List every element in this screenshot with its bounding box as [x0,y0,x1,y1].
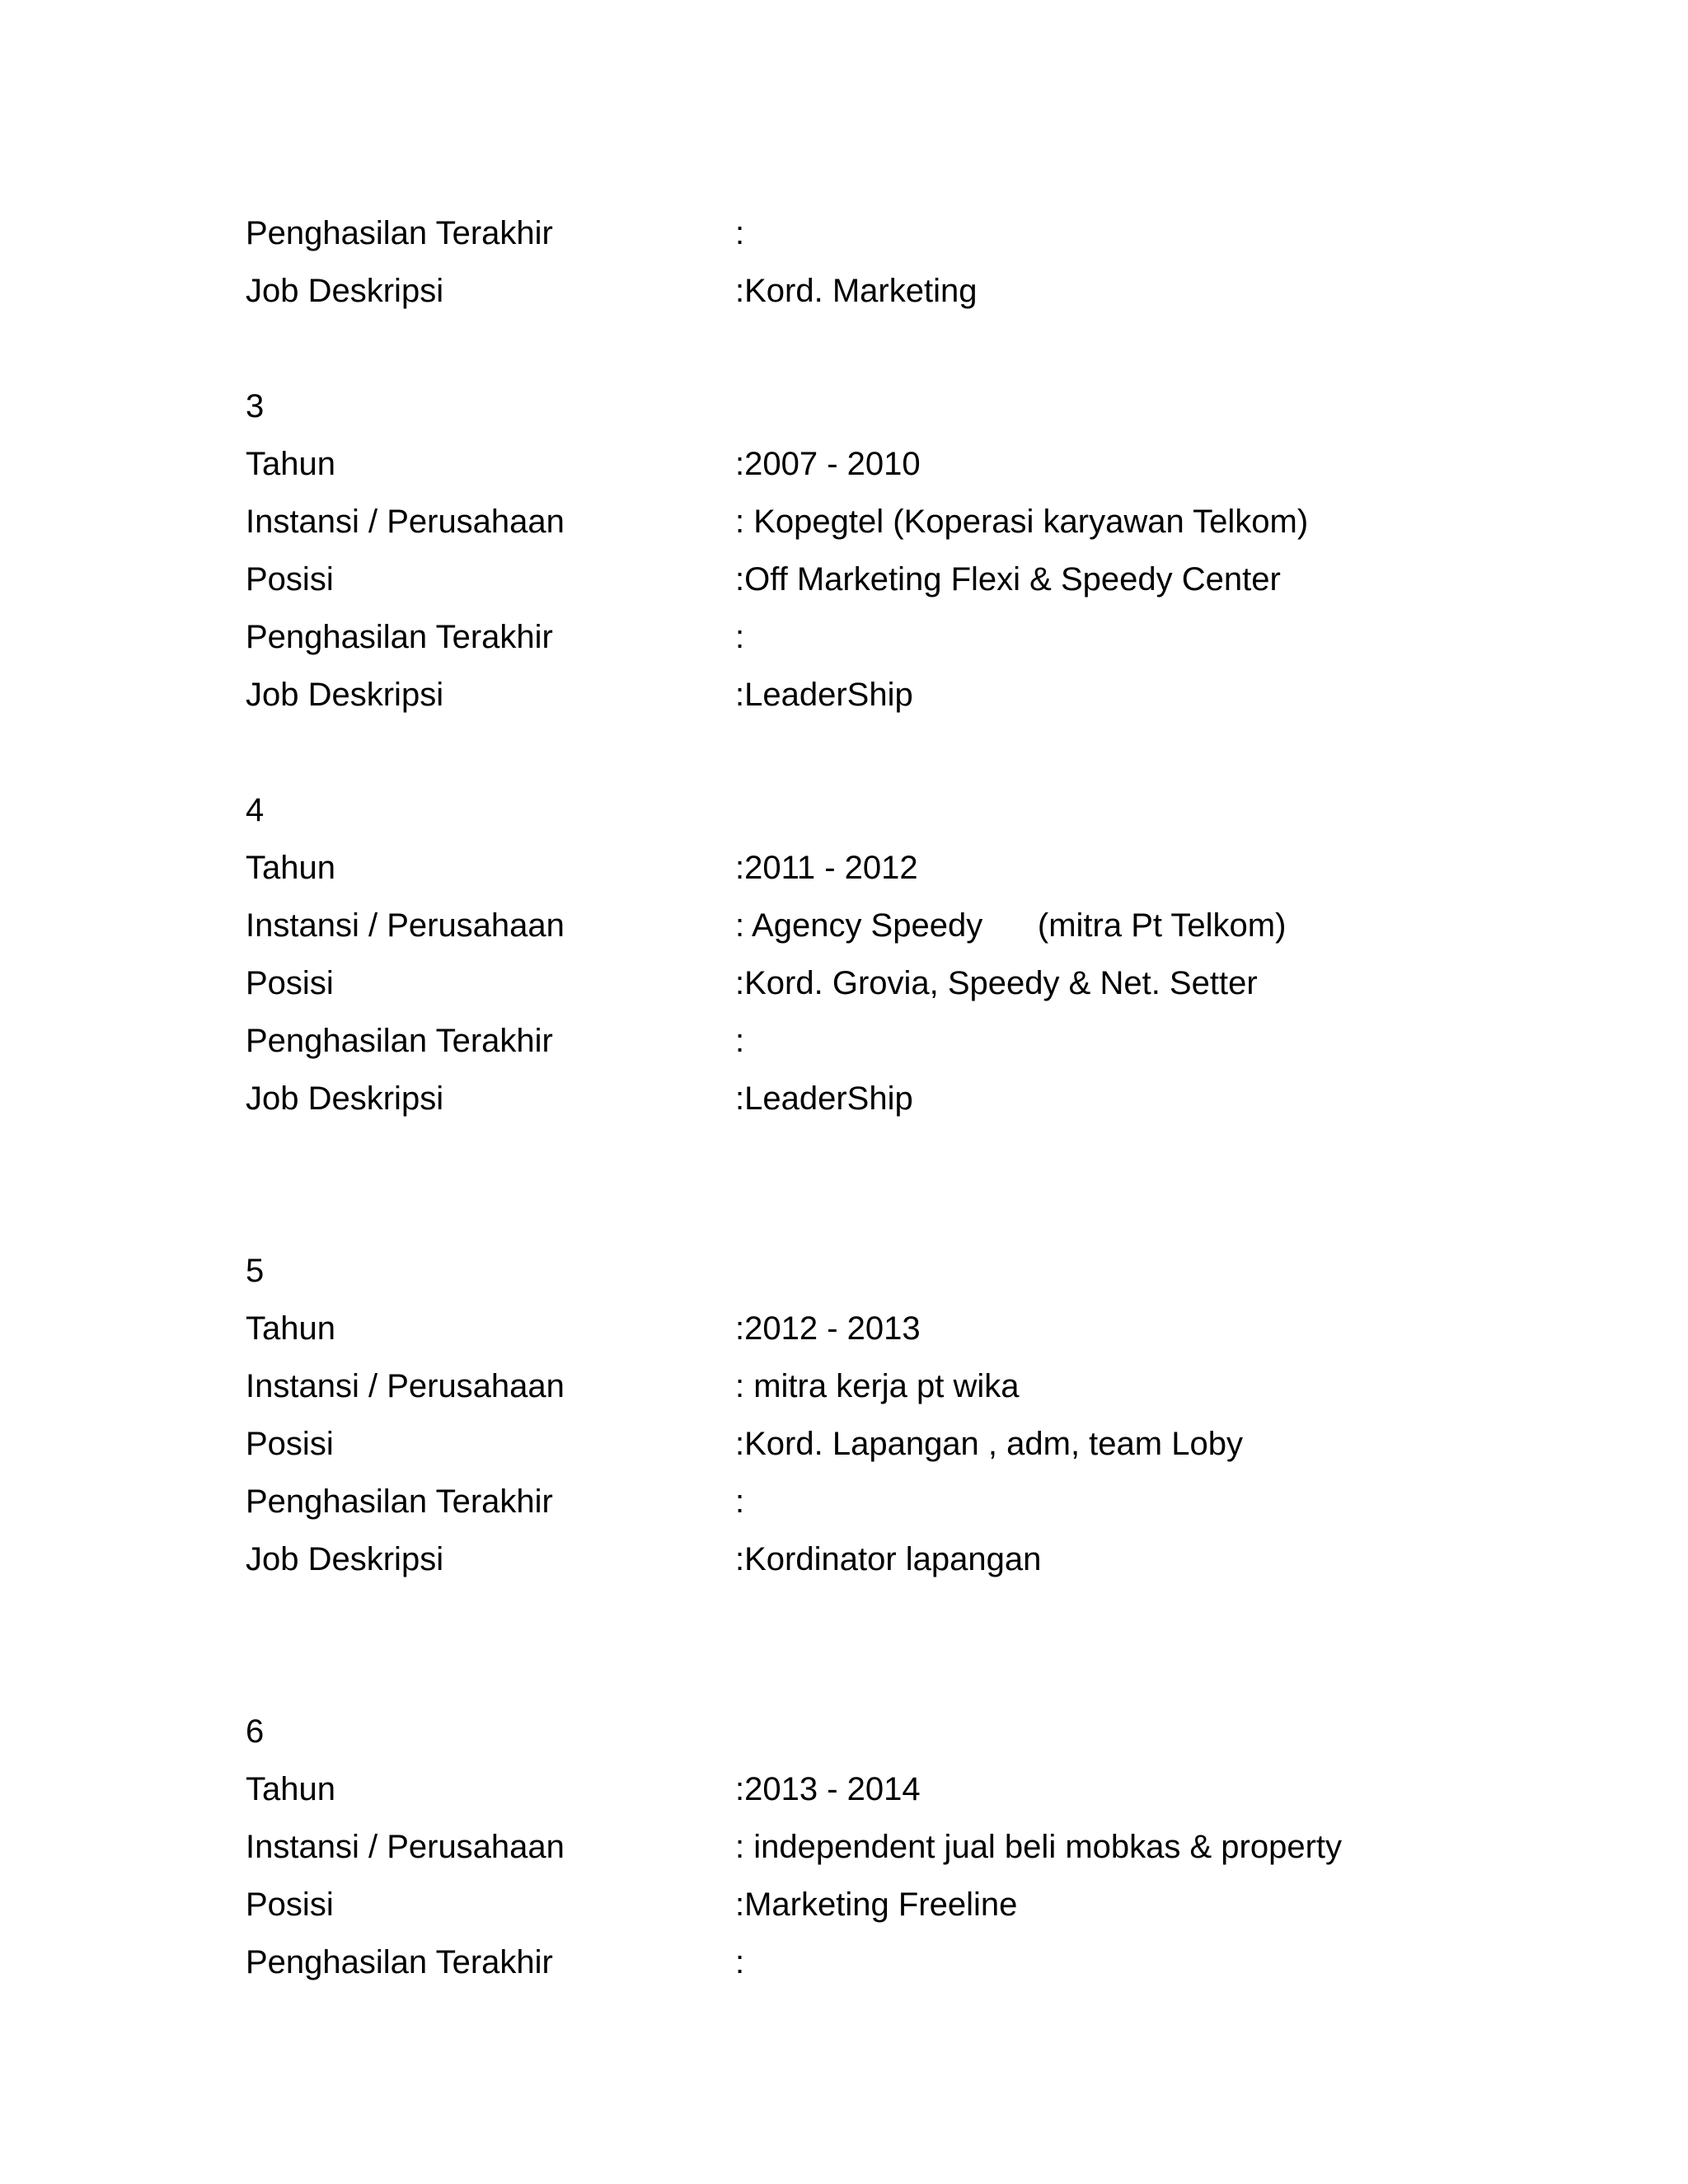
field-value: :2013 - 2014 [735,1771,921,1807]
field-row [246,1818,1482,1876]
field-row [246,1415,1482,1473]
field-value: : [735,1023,745,1059]
field-row [246,435,1482,493]
field-row [246,954,1482,1012]
entry-number: 5 [246,1253,265,1289]
field-label: Job Deskripsi [246,1080,444,1117]
field-row [246,666,1482,724]
field-row [246,839,1482,897]
field-row [246,1012,1482,1070]
field-label: Penghasilan Terakhir [246,1944,553,1980]
field-value: :Off Marketing Flexi & Speedy Center [735,561,1281,598]
field-value: : [735,1483,745,1520]
field-label: Job Deskripsi [246,273,444,309]
field-row [246,1933,1482,1991]
field-value: : mitra kerja pt wika [735,1368,1020,1404]
field-value: : independent jual beli mobkas & property [735,1829,1343,1865]
field-row [246,1357,1482,1415]
field-label: Instansi / Perusahaan [246,1368,565,1404]
field-value: :2012 - 2013 [735,1310,921,1347]
field-row [246,551,1482,608]
field-label: Posisi [246,561,334,598]
field-label: Penghasilan Terakhir [246,619,553,655]
field-value: :Kordinator lapangan [735,1541,1042,1577]
field-value: :LeaderShip [735,1080,913,1117]
field-label: Tahun [246,1310,335,1347]
field-value: :LeaderShip [735,677,913,713]
field-label: Job Deskripsi [246,677,444,713]
field-value: : [735,1944,745,1980]
field-value: :Kord. Grovia, Speedy & Net. Setter [735,965,1258,1001]
field-row [246,897,1482,954]
field-value: :Kord. Marketing [735,273,978,309]
field-label: Penghasilan Terakhir [246,215,553,251]
field-label: Instansi / Perusahaan [246,907,565,944]
field-label: Penghasilan Terakhir [246,1483,553,1520]
field-label: Posisi [246,1886,334,1923]
field-value: :Kord. Lapangan , adm, team Loby [735,1426,1243,1462]
field-label: Instansi / Perusahaan [246,1829,565,1865]
field-label: Tahun [246,1771,335,1807]
field-row [246,262,1482,320]
field-label: Tahun [246,446,335,482]
field-label: Posisi [246,965,334,1001]
field-label: Job Deskripsi [246,1541,444,1577]
field-row [246,493,1482,551]
entry-number: 6 [246,1713,265,1750]
field-value: :2011 - 2012 [735,850,918,886]
field-value: :2007 - 2010 [735,446,921,482]
field-row [246,204,1482,262]
field-value: : [735,619,745,655]
entry-number: 4 [246,792,265,828]
field-label: Penghasilan Terakhir [246,1023,553,1059]
field-row [246,1473,1482,1530]
field-row [246,1300,1482,1357]
field-row [246,1530,1482,1588]
field-row [246,1070,1482,1127]
field-row [246,1760,1482,1818]
field-value: : Agency Speedy (mitra Pt Telkom) [735,907,1287,944]
field-row [246,608,1482,666]
entry-number: 3 [246,388,265,424]
field-label: Tahun [246,850,335,886]
field-row [246,1876,1482,1933]
field-value: : [735,215,745,251]
field-value: :Marketing Freeline [735,1886,1018,1923]
field-value: : Kopegtel (Koperasi karyawan Telkom) [735,504,1309,540]
field-label: Posisi [246,1426,334,1462]
field-label: Instansi / Perusahaan [246,504,565,540]
